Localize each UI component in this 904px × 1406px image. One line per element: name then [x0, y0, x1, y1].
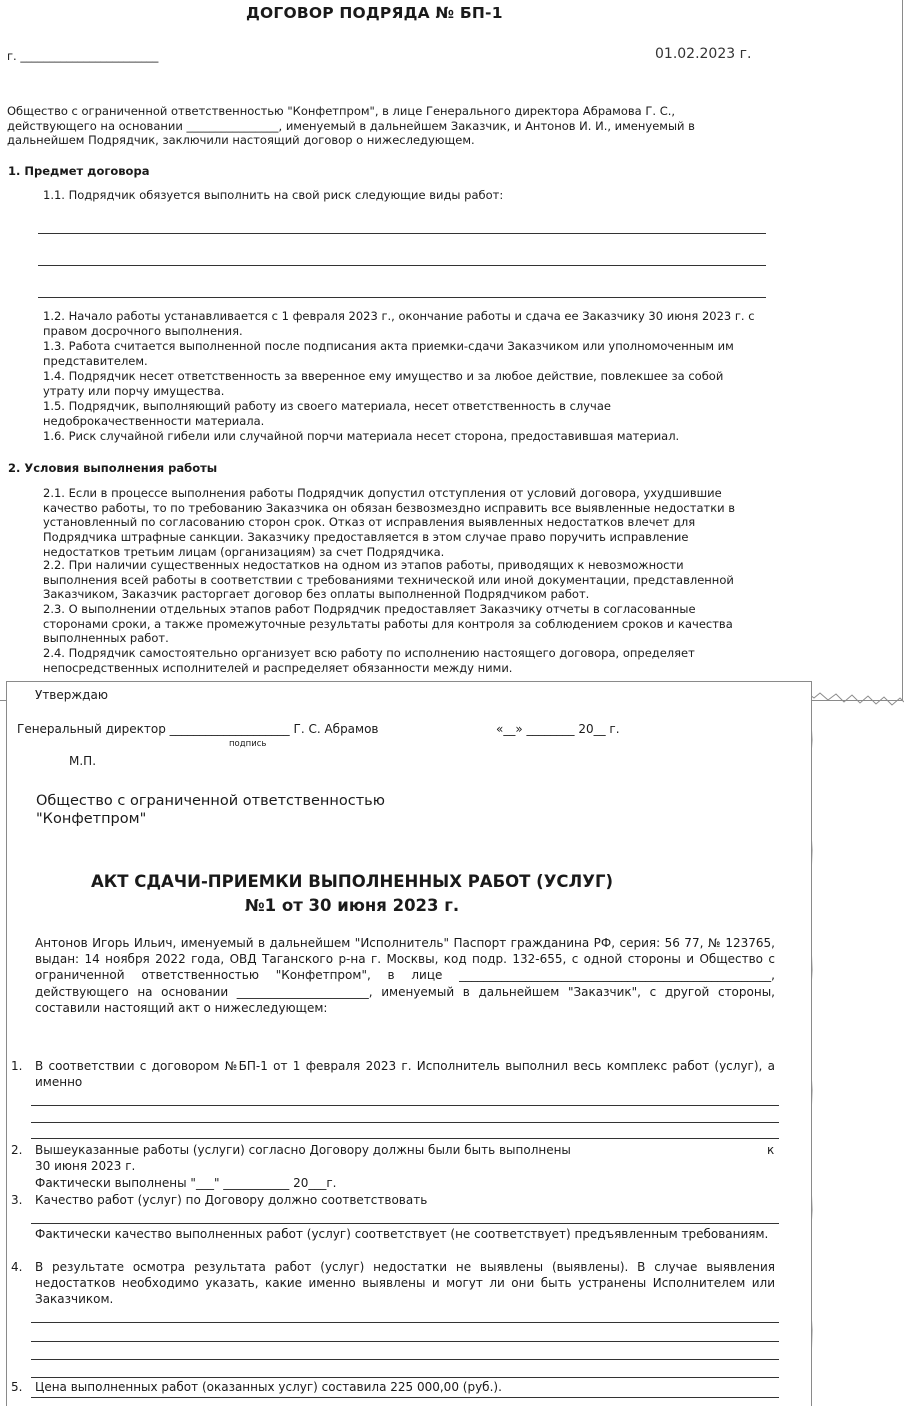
section-2-heading: 2. Условия выполнения работы: [8, 461, 218, 475]
blank-line: [31, 1341, 779, 1342]
clause-1-2: 1.2. Начало работы устанавливается с 1 февраля 2023 г., окончание работы и сдача ее Заказчику 30 июня 2023 г. с правом досрочного выполнения.: [43, 309, 755, 338]
director-signature-line: Генеральный директор ____________________ Г. С. Абрамов: [17, 722, 379, 736]
blank-line: [38, 265, 766, 266]
org-name-line1: Общество с ограниченной ответственностью: [36, 793, 385, 809]
blank-line: [31, 1322, 779, 1323]
item-number: 5.: [11, 1380, 23, 1394]
clause-2-3: 2.3. О выполнении отдельных этапов работ Подрядчик предоставляет Заказчику отчеты в согласованные сторонами сроки, а также промежуточные результаты работы для контроля за соблюдением сроков и качества выполненных работ.: [43, 602, 733, 646]
contract-intro: Общество с ограниченной ответственностью "Конфетпром", в лице Генерального директора Абрамова Г. С., действующего на основании ________________, именуемый в дальнейшем Заказчик, и Антонов И. И., именуемый в дальнейшем Подрядчик, заключили настоящий договор о нижеследующем.: [7, 104, 695, 148]
item-number: 2.: [11, 1143, 23, 1157]
item-number: 3.: [11, 1193, 23, 1207]
approve-label: Утверждаю: [35, 688, 108, 702]
clause-1-6: 1.6. Риск случайной гибели или случайной порчи материала несет сторона, предоставившая материал.: [43, 429, 680, 443]
item-5-price: Цена выполненных работ (оказанных услуг) составила 225 000,00 (руб.).: [35, 1380, 502, 1394]
clause-1-3: 1.3. Работа считается выполненной после подписания акта приемки-сдачи Заказчиком или уполномоченным им представителем.: [43, 339, 734, 368]
act-intro: Антонов Игорь Ильич, именуемый в дальнейшем "Исполнитель" Паспорт гражданина РФ, серия: 56 77, № 123765, выдан: 14 ноября 2022 года, ОВД Таганского р-на г. Москвы, код подр. 132-655, с одной стороны и Общество с ограниченной ответственностью "Конфетпром", в лице ____________________________________________________, действующего на основании ______________________, именуемый в дальнейшем "Заказчик", с другой стороны, составили настоящий акт о нижеследующем:: [35, 936, 775, 1015]
act-title: АКТ СДАЧИ-ПРИЕМКИ ВЫПОЛНЕННЫХ РАБОТ (УСЛУГ): [90, 872, 614, 891]
blank-line: [38, 297, 766, 298]
blank-line: [31, 1377, 779, 1378]
item-1-text: В соответствии с договором №БП-1 от 1 февраля 2023 г. Исполнитель выполнил весь комплекс работ (услуг), а именно: [35, 1059, 775, 1090]
org-name-line2: "Конфетпром": [36, 811, 147, 827]
item-2-k: к: [767, 1143, 775, 1157]
item-number: 1.: [11, 1059, 23, 1073]
blank-line: [31, 1359, 779, 1360]
blank-line: [31, 1122, 779, 1123]
item-3-actual-quality: Фактически качество выполненных работ (услуг) соответствует (не соответствует) предъявленным требованиям.: [35, 1227, 769, 1241]
item-2-text: Вышеуказанные работы (услуги) согласно Договору должны были быть выполнены: [35, 1143, 571, 1157]
clause-1-4: 1.4. Подрядчик несет ответственность за вверенное ему имущество и за любое действие, повлекшее за собой утрату или порчу имущества.: [43, 369, 724, 398]
item-3-text: Качество работ (услуг) по Договору должно соответствовать: [35, 1193, 428, 1207]
contract-page: [0, 0, 903, 701]
act-number-date: №1 от 30 июня 2023 г.: [244, 896, 460, 915]
blank-line: [31, 1397, 779, 1398]
item-number: 4.: [11, 1260, 23, 1274]
section-1-heading: 1. Предмет договора: [8, 164, 150, 178]
clause-1-5: 1.5. Подрядчик, выполняющий работу из своего материала, несет ответственность в случае недоброкачественности материала.: [43, 399, 611, 428]
blank-line: [38, 233, 766, 234]
clause-2-2: 2.2. При наличии существенных недостатков на одном из этапов работы, приводящих к невозможности выполнения всей работы в соответствии с требованиями технической или иной документации, представленной Заказчиком, Заказчик расторгает договор без оплаты выполненной Подрядчиком работ.: [43, 558, 734, 602]
item-2-actual-date: Фактически выполнены "___" ___________ 20___г.: [35, 1176, 337, 1190]
blank-line: [31, 1105, 779, 1106]
stamp-placeholder: М.П.: [69, 754, 97, 768]
clause-2-4: 2.4. Подрядчик самостоятельно организует всю работу по исполнению настоящего договора, определяет непосредственных исполнителей и распределяет обязанности между ними.: [43, 646, 695, 675]
blank-line: [31, 1223, 779, 1224]
item-2-due-date: 30 июня 2023 г.: [35, 1159, 136, 1173]
contract-date: 01.02.2023 г.: [655, 46, 752, 62]
contract-title: ДОГОВОР ПОДРЯДА № БП-1: [246, 4, 503, 22]
signature-caption: подпись: [229, 739, 267, 749]
item-4-text: В результате осмотра результата работ (услуг) недостатки не выявлены (выявлены). В случае выявления недостатков необходимо указать, какие именно выявлены и могут ли они быть устранены Исполнителем или Заказчиком.: [35, 1260, 775, 1307]
clause-1-1: 1.1. Подрядчик обязуется выполнить на свой риск следующие виды работ:: [43, 188, 504, 202]
torn-edge-decoration: [806, 690, 904, 720]
blank-line: [31, 1138, 779, 1139]
clause-2-1: 2.1. Если в процессе выполнения работы Подрядчик допустил отступления от условий договора, ухудшившие качество работы, то по требованию Заказчика он обязан безвозмездно исправить все выявленные недостатки в установленный по согласованию сторон срок. Отказ от исправления выявленных недостатков влечет для Подрядчика штрафные санкции. Заказчику предоставляется в этом случае право поручить исправление недостатков третьим лицам (организациям) за счет Подрядчика.: [43, 486, 736, 559]
contract-city: г. ________________________: [7, 49, 159, 63]
act-page: [6, 681, 812, 1406]
approval-date-blank: «__» ________ 20__ г.: [496, 722, 620, 736]
